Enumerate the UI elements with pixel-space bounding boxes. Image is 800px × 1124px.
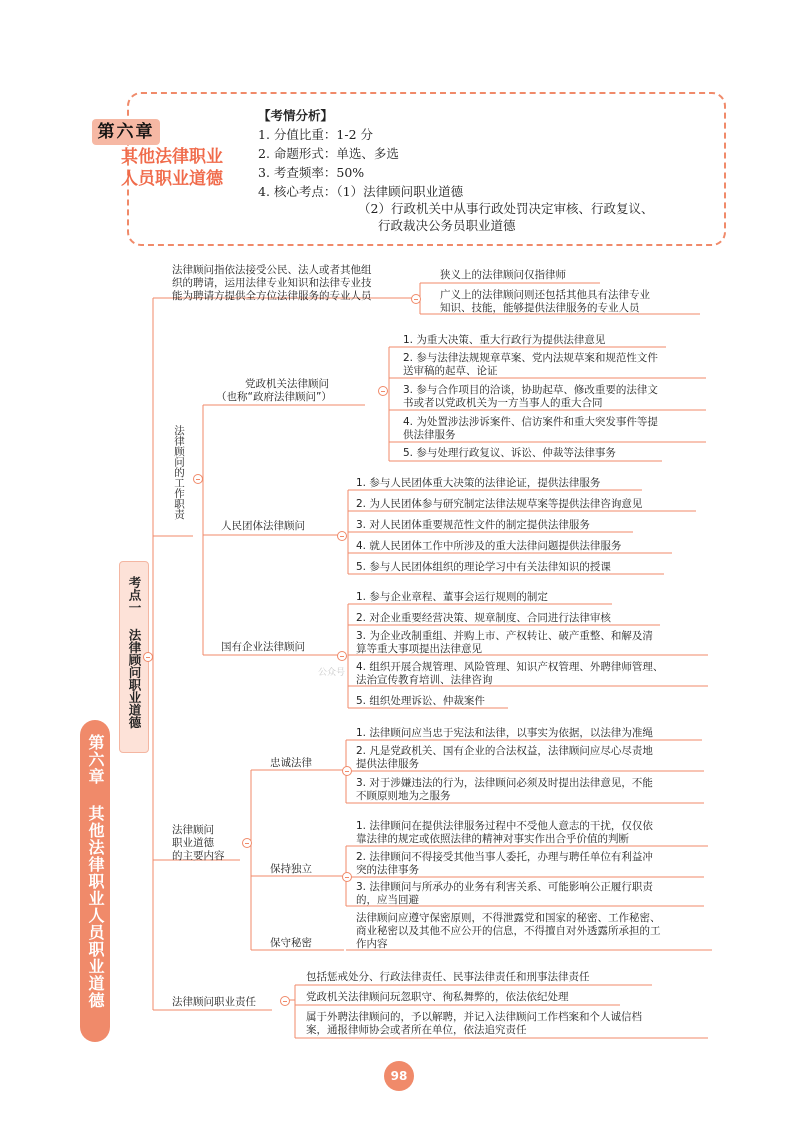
collapse-icon[interactable] [378,386,388,396]
chapter-title-line: 其他法律职业 [121,147,223,167]
soe-duty-item: 1. 参与企业章程、董事会运行规则的制定 [356,591,548,603]
liability-item: 包括惩戒处分、行政法律责任、民事法律责任和刑事法律责任 [306,971,590,983]
loyal-item: 1. 法律顾问应当忠于宪法和法律，以事实为依据，以法律为准绳 [356,727,653,739]
analysis-item: 3. 考查频率：50% [258,165,365,180]
analysis-title: 【考情分析】 [258,108,334,123]
liability-label: 法律顾问职业责任 [172,996,256,1008]
chapter-badge: 第六章 [92,119,160,145]
topic-tab: 考点一 法律顾问职业道德 [119,561,149,753]
collapse-icon[interactable] [193,474,203,484]
loyal-item: 2. 凡是党政机关、国有企业的合法权益，法律顾问应尽心尽责地 提供法律服务 [356,745,653,770]
watermark: 公众号 [318,668,346,678]
narrow-definition: 狭义上的法律顾问仅指律师 [440,269,566,281]
collapse-icon[interactable] [342,872,352,882]
liability-item: 属于外聘法律顾问的，予以解聘，并记入法律顾问工作档案和个人诚信档 案，通报律师协会或者所在单位，依法追究责任 [306,1011,642,1036]
soe-duty-item: 4. 组织开展合规管理、风险管理、知识产权管理、外聘律师管理、 法治宣传教育培训、法律咨询 [356,661,664,686]
collapse-icon[interactable] [337,651,347,661]
collapse-icon[interactable] [342,766,352,776]
definition-text: 法律顾问指依法接受公民、法人或者其他组 织的聘请，运用法律专业知识和法律专业技 能为聘请方提供全方位法律服务的专业人员 [172,264,372,302]
party-advisor-label: 党政机关法律顾问 [245,378,329,390]
soe-duty-item: 2. 对企业重要经营决策、规章制度、合同进行法律审核 [356,612,611,624]
analysis-item: 2. 命题形式：单选、多选 [258,146,399,161]
soe-duty-item: 5. 组织处理诉讼、仲裁案件 [356,695,485,707]
people-advisor-label: 人民团体法律顾问 [221,520,305,532]
party-duty-item: 2. 参与法律法规规章草案、党内法规草案和规范性文件 送审稿的起草、论证 [403,352,658,377]
people-duty-item: 5. 参与人民团体组织的理论学习中有关法律知识的授课 [356,561,611,573]
soe-advisor-label: 国有企业法律顾问 [221,641,305,653]
party-duty-item: 4. 为处置涉法涉诉案件、信访案件和重大突发事件等提 供法律服务 [403,416,658,441]
people-duty-item: 2. 为人民团体参与研究制定法律法规草案等提供法律咨询意见 [356,498,643,510]
page-number: 98 [384,1061,414,1091]
collapse-icon[interactable] [337,531,347,541]
people-duty-item: 1. 参与人民团体重大决策的法律论证，提供法律服务 [356,477,601,489]
liability-item: 党政机关法律顾问玩忽职守、徇私舞弊的，依法依纪处理 [306,991,569,1003]
analysis-item: 4. 核心考点：（1）法律顾问职业道德 [258,184,464,199]
collapse-icon[interactable] [242,838,252,848]
soe-duty-item: 3. 为企业改制重组、并购上市、产权转让、破产重整、和解及清 算等重大事项提出法律意见 [356,630,653,655]
party-advisor-alias: （也称“政府法律顾问”） [216,391,332,403]
independent-item: 3. 法律顾问与所承办的业务有利害关系、可能影响公正履行职责 的，应当回避 [356,881,653,906]
party-duty-item: 5. 参与处理行政复议、诉讼、仲裁等法律事务 [403,447,616,459]
analysis-item: （2）行政机关中从事行政处罚决定审核、行政复议、 [358,201,654,216]
collapse-icon[interactable] [143,652,153,662]
party-duty-item: 3. 参与合作项目的洽谈，协助起草、修改重要的法律文 书或者以党政机关为一方当事人的重大合同 [403,384,658,409]
broad-definition: 广义上的法律顾问则还包括其他具有法律专业 知识、技能，能够提供法律服务的专业人员 [440,289,650,314]
chapter-title [112,146,232,190]
independent-item: 1. 法律顾问在提供法律服务过程中不受他人意志的干扰，仅仅依 靠法律的规定或依照法律的精神对事实作出合乎价值的判断 [356,820,653,845]
duties-label: 法律顾问的工作职责 [173,425,185,520]
secret-label: 保守秘密 [270,937,312,949]
ethics-label: 法律顾问 职业道德 的主要内容 [172,824,225,862]
party-duty-item: 1. 为重大决策、重大行政行为提供法律意见 [403,334,606,346]
people-duty-item: 3. 对人民团体重要规范性文件的制定提供法律服务 [356,519,590,531]
loyal-label: 忠诚法律 [270,757,312,769]
collapse-icon[interactable] [280,996,290,1006]
independent-item: 2. 法律顾问不得接受其他当事人委托，办理与聘任单位有利益冲 突的法律事务 [356,851,653,876]
chapter-title-line: 人员职业道德 [121,169,223,189]
secret-text: 法律顾问应遵守保密原则，不得泄露党和国家的秘密、工作秘密、 商业秘密以及其他不应公开的信息，不得擅自对外透露所承担的工 作内容 [356,912,661,950]
collapse-icon[interactable] [411,294,421,304]
chapter-side-tab: 第六章 其他法律职业人员职业道德 [80,720,110,1042]
analysis-item: 行政裁决公务员职业道德 [378,218,516,233]
loyal-item: 3. 对于涉嫌违法的行为，法律顾问必须及时提出法律意见，不能 不顾原则地为之服务 [356,777,653,802]
people-duty-item: 4. 就人民团体工作中所涉及的重大法律问题提供法律服务 [356,540,622,552]
analysis-item: 1. 分值比重：1-2 分 [258,127,374,142]
independent-label: 保持独立 [270,863,312,875]
